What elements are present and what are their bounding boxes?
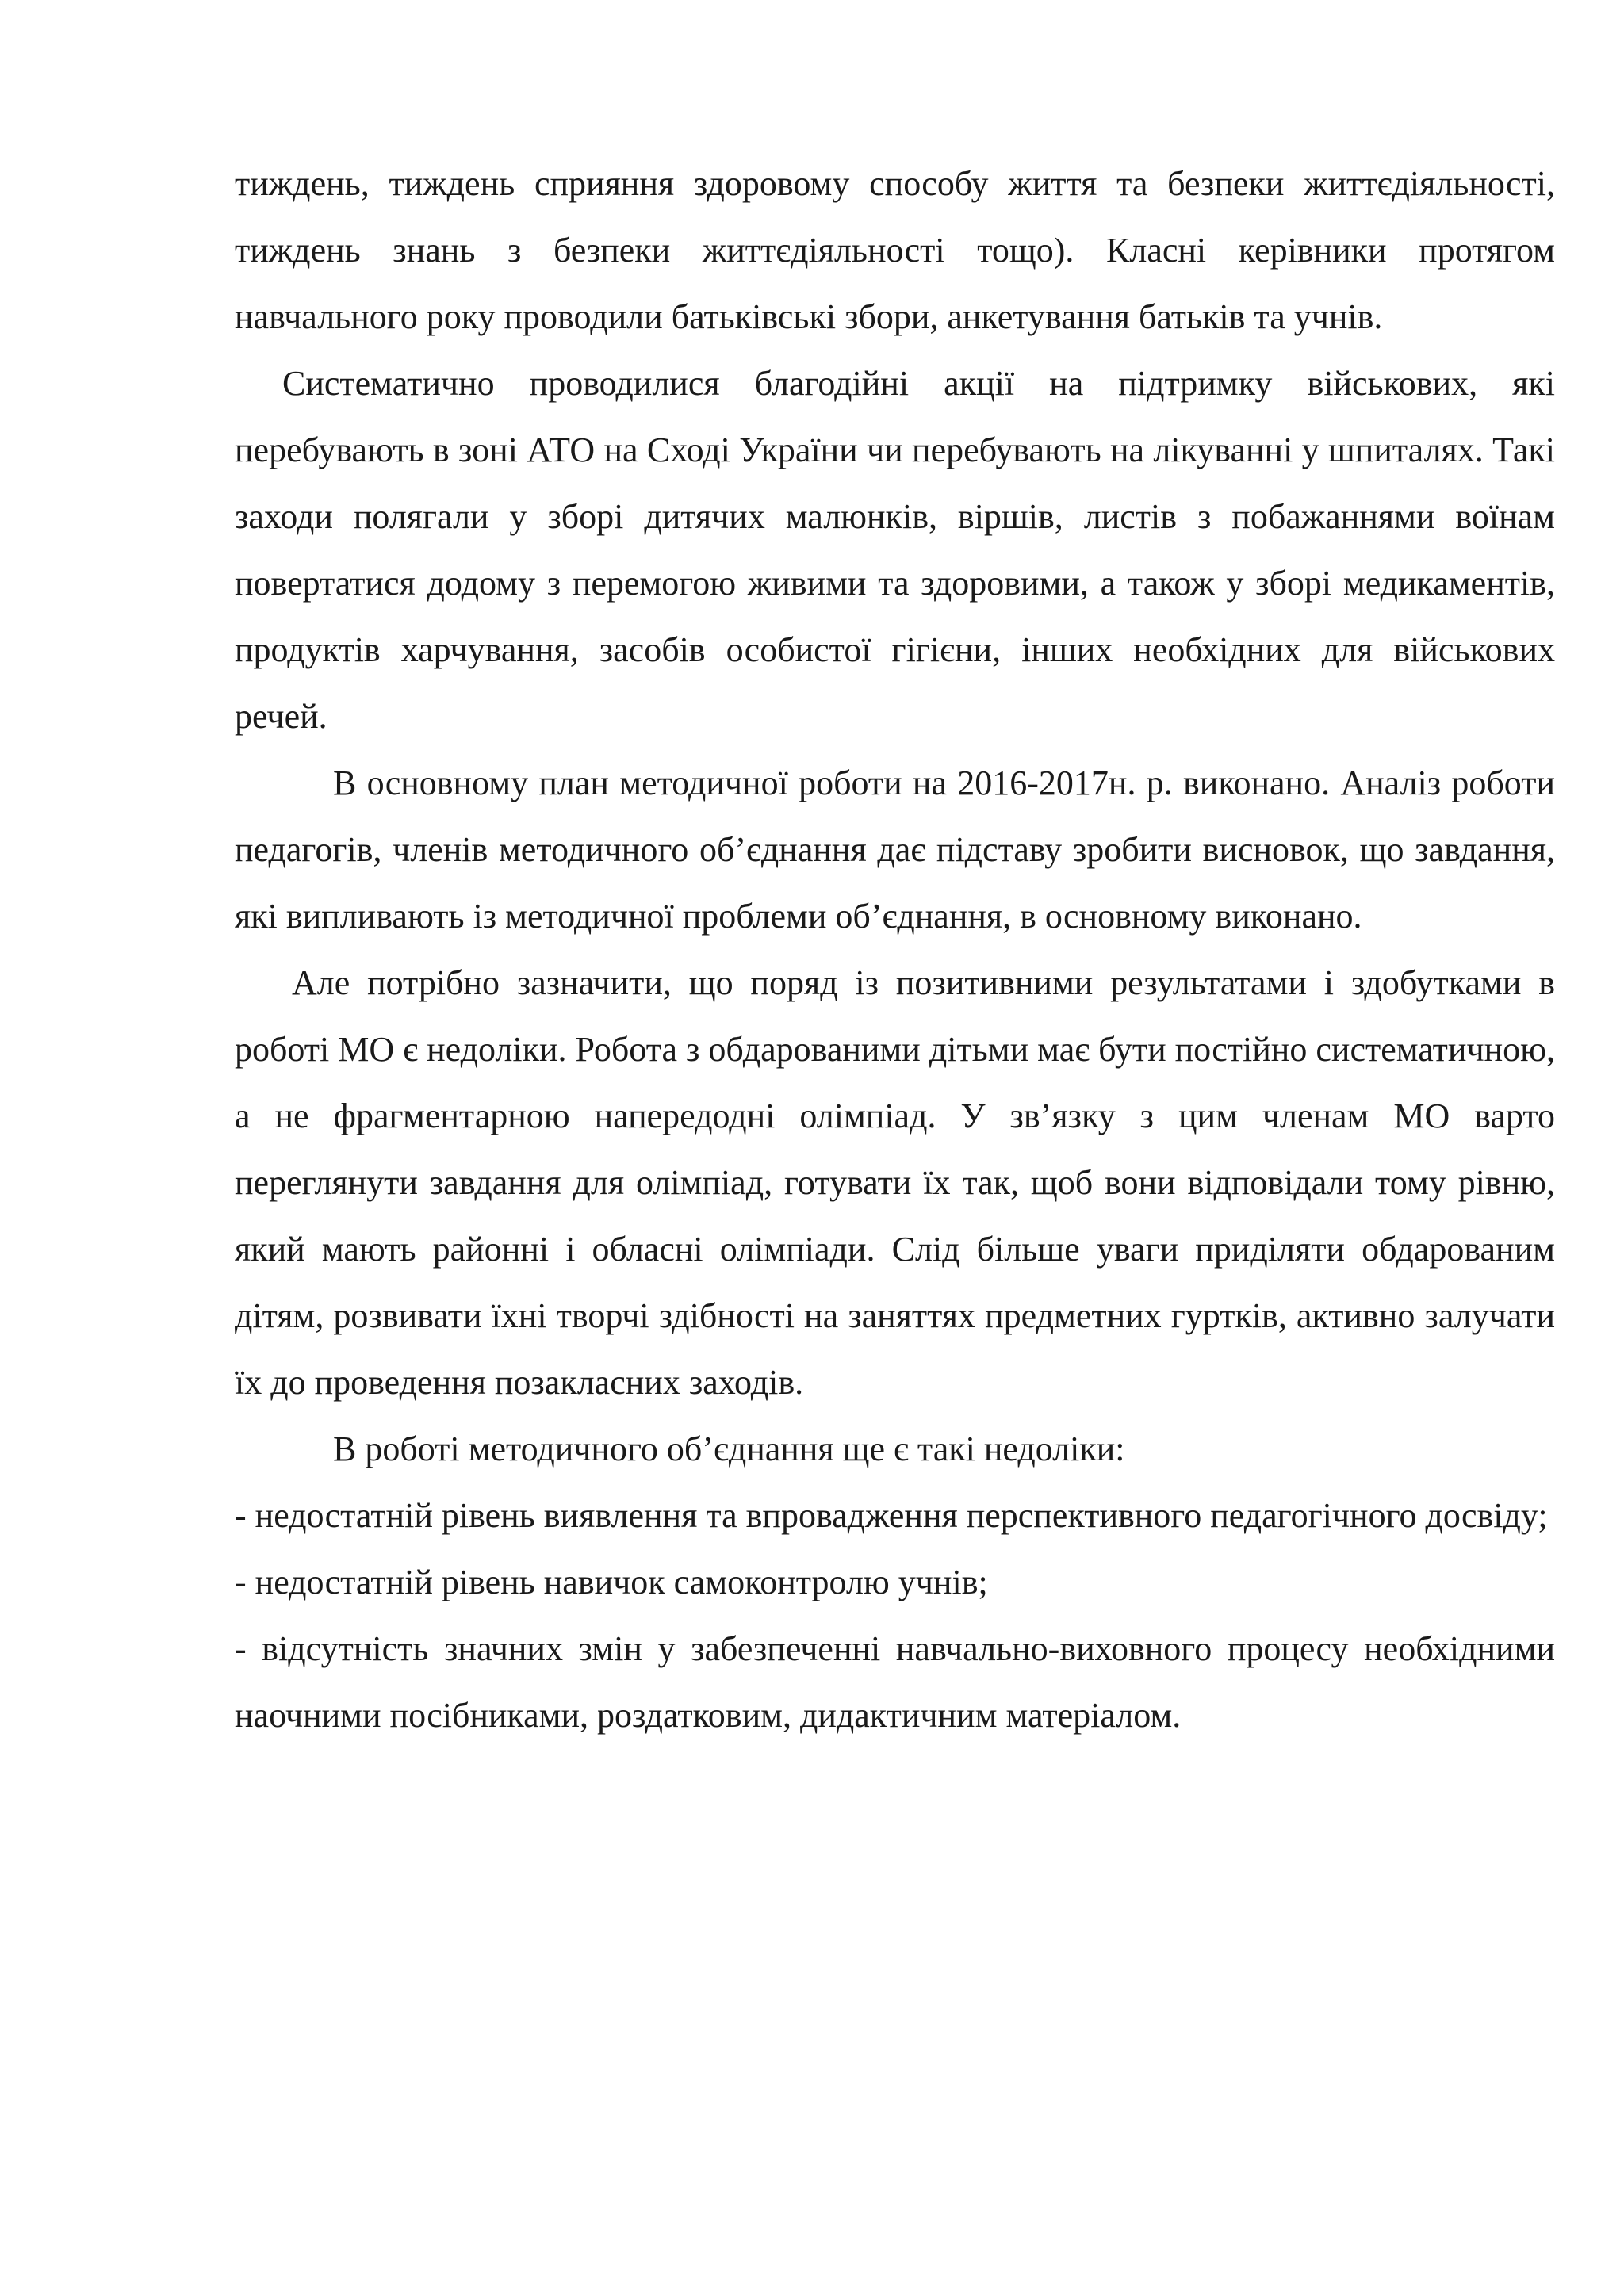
- document-body: [235, 151, 1555, 1749]
- list-item: - недостатній рівень виявлення та впровадження перспективного педагогічного досвіду;: [235, 1496, 1548, 1535]
- paragraph-shortcomings-intro: В роботі методичного об’єднання ще є такі недоліки:: [333, 1429, 1125, 1468]
- paragraph-shortcomings-olympiads: Але потрібно зазначити, що поряд із позитивними результатами і здобутками в роботі МО є недоліки. Робота з обдарованими дітьми має бути постійно систематичною, а не фрагментарною напередодні олімпіад. У зв’язку з цим членам МО варто переглянути завдання для олімпіад, готувати їх так, щоб вони відповідали тому рівню, який мають районні і обласні олімпіади. Слід більше уваги приділяти обдарованим дітям, розвивати їхні творчі здібності на заняттях предметних гуртків, активно залучати їх до проведення позакласних заходів.: [235, 963, 1555, 1402]
- paragraph-charity-actions: Систематично проводилися благодійні акції на підтримку військових, які перебувають в зоні АТО на Сході України чи перебувають на лікуванні у шпиталях. Такі заходи полягали у зборі дитячих малюнків, віршів, листів з побажаннями воїнам повертатися додому з перемогою живими та здоровими, а також у зборі медикаментів, продуктів харчування, засобів особистої гігієни, інших необхідних для військових речей.: [235, 364, 1555, 736]
- paragraph-plan-fulfilled: В основному план методичної роботи на 2016-2017н. р. виконано. Аналіз роботи педагогів, членів методичного об’єднання дає підставу зробити висновок, що завдання, які випливають із методичної проблеми об’єднання, в основному виконано.: [235, 763, 1555, 936]
- list-item: - недостатній рівень навичок самоконтролю учнів;: [235, 1563, 988, 1601]
- paragraph-weeks-and-meetings: тиждень, тиждень сприяння здоровому способу життя та безпеки життєдіяльності, тиждень знань з безпеки життєдіяльності тощо). Класні керівники протягом навчального року проводили батьківські збори, анкетування батьків та учнів.: [235, 164, 1555, 336]
- list-item: - відсутність значних змін у забезпеченні навчально-виховного процесу необхідними наочними посібниками, роздатковим, дидактичним матеріалом.: [235, 1629, 1555, 1735]
